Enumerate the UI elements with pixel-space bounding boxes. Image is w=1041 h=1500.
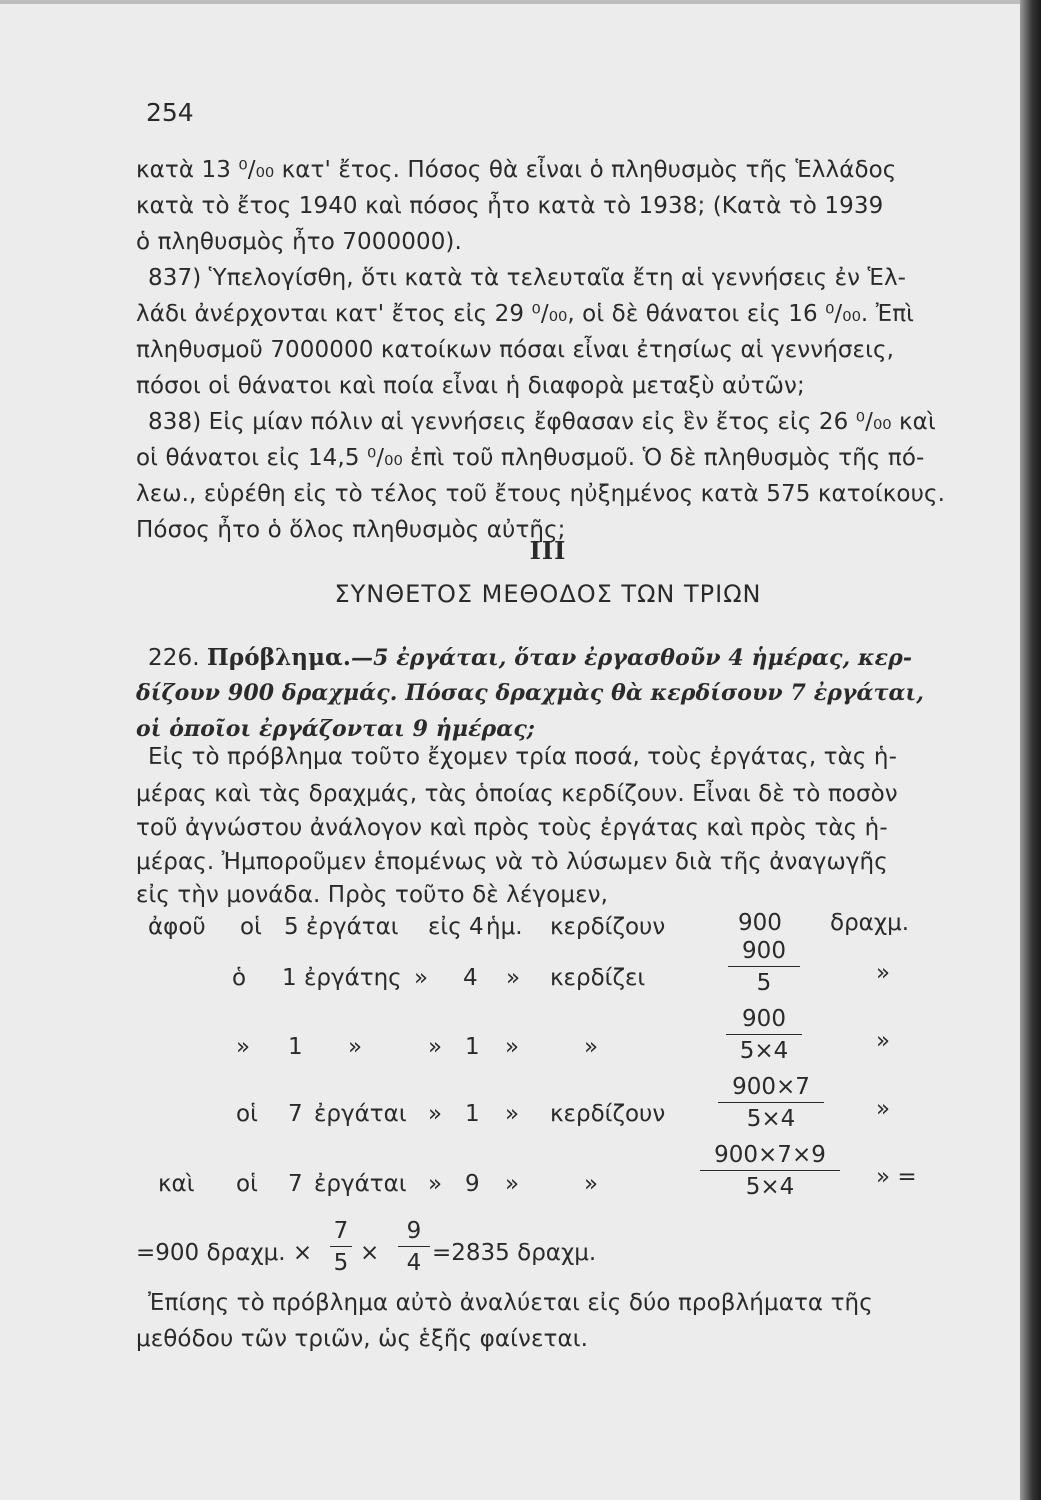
table-cell: »	[584, 1034, 599, 1060]
table-cell: »	[348, 1034, 363, 1060]
fraction-denominator: 5×4	[739, 1038, 789, 1064]
problem-line-1	[148, 644, 912, 671]
text-line: κατὰ τὸ ἔτος 1940 καὶ πόσος ἦτο κατὰ τὸ 1938; (Κατὰ τὸ 1939	[136, 193, 884, 219]
table-cell: οἱ	[236, 1101, 258, 1127]
fraction	[718, 1074, 824, 1132]
text-line: πληθυσμοῦ 7000000 κατοίκων πόσαι εἶναι ἐτησίως αἱ γεννήσεις,	[136, 337, 894, 363]
problem-label: Πρόβλημα.	[207, 644, 351, 671]
table-cell: »	[236, 1034, 251, 1060]
fraction-bar	[330, 1246, 352, 1247]
table-cell: »	[506, 965, 521, 991]
page-top-edge	[0, 0, 1041, 4]
text-line: 838) Εἰς μίαν πόλιν αἱ γεννήσεις ἔφθασαν εἰς ἓν ἔτος εἰς 26 ⁰/₀₀ καὶ	[148, 409, 936, 435]
table-cell: κερδίζουν	[550, 1101, 666, 1127]
table-cell: 7	[288, 1101, 303, 1127]
table-cell: ἐργάται	[314, 1101, 407, 1127]
fraction	[700, 1142, 840, 1200]
text-line: πόσοι οἱ θάνατοι καὶ ποία εἶναι ἡ διαφορὰ μεταξὺ αὐτῶν;	[136, 373, 805, 399]
page-right-edge	[1020, 0, 1041, 1500]
fraction-bar	[728, 966, 800, 967]
fraction-denominator: 5×4	[746, 1106, 796, 1132]
table-cell: »	[428, 1101, 443, 1127]
table-cell: ὁ	[232, 965, 247, 991]
text-line: λεω., εὑρέθη εἰς τὸ τέλος τοῦ ἔτους ηὐξημένος κατὰ 575 κατοίκους.	[136, 481, 945, 507]
fraction-numerator: 900×7	[732, 1074, 810, 1100]
table-cell: εἰς 4	[428, 914, 484, 940]
table-cell: » =	[876, 1164, 917, 1190]
fraction-numerator: 9	[406, 1218, 422, 1244]
text-line: μεθόδου τῶν τριῶν, ὡς ἑξῆς φαίνεται.	[136, 1326, 589, 1352]
table-cell: »	[505, 1171, 520, 1197]
text-line: Πόσος ἦτο ὁ ὅλος πληθυσμὸς αὐτῆς;	[136, 517, 566, 543]
table-cell: »	[428, 1034, 443, 1060]
fraction-numerator: 900×7×9	[714, 1142, 826, 1168]
fraction-numerator: 900	[742, 1006, 786, 1032]
table-cell: »	[414, 965, 429, 991]
fraction	[728, 938, 800, 996]
problem-number: 226.	[148, 645, 200, 671]
text-line: οἱ θάνατοι εἰς 14,5 ⁰/₀₀ ἐπὶ τοῦ πληθυσμοῦ. Ὁ δὲ πληθυσμὸς τῆς πό-	[136, 445, 925, 471]
table-cell: 5 ἐργάται	[284, 914, 399, 940]
table-cell: 1	[288, 1034, 303, 1060]
fraction	[726, 1006, 802, 1064]
table-cell: ἡμ.	[486, 914, 523, 940]
result-prefix: =900 δραχμ. ×	[136, 1240, 313, 1266]
times-sign: ×	[360, 1240, 380, 1266]
text-line: 837) Ὑπελογίσθη, ὅτι κατὰ τὰ τελευταῖα ἔτη αἱ γεννήσεις ἐν Ἑλ-	[148, 265, 907, 291]
table-cell: 7	[288, 1171, 303, 1197]
problem-line-2: δίζουν 900 δραχμάς. Πόσας δραχμὰς θὰ κερδίσουν 7 ἐργάται,	[136, 680, 925, 706]
text-line: Ἐπίσης τὸ πρόβλημα αὐτὸ ἀναλύεται εἰς δύο προβλήματα τῆς	[148, 1290, 873, 1316]
table-cell: δραχμ.	[830, 910, 910, 936]
fraction-bar	[398, 1246, 430, 1247]
table-cell: »	[584, 1171, 599, 1197]
fraction-numerator: 7	[333, 1218, 349, 1244]
table-cell: ἐργάται	[314, 1171, 407, 1197]
text-line: τοῦ ἀγνώστου ἀνάλογον καὶ πρὸς τοὺς ἐργάτας καὶ πρὸς τὰς ἡ-	[136, 815, 888, 841]
table-cell: κερδίζουν	[550, 914, 666, 940]
table-cell: 900	[738, 910, 782, 936]
table-cell: »	[876, 1096, 891, 1122]
table-cell: 1	[465, 1034, 480, 1060]
fraction-denominator: 4	[406, 1250, 422, 1276]
fraction-bar	[726, 1034, 802, 1035]
page-number: 254	[146, 98, 194, 127]
text-line: μέρας. Ἠμποροῦμεν ἑπομένως νὰ τὸ λύσωμεν διὰ τῆς ἀναγωγῆς	[136, 849, 888, 875]
table-cell: οἱ	[236, 1171, 258, 1197]
fraction-denominator: 5	[333, 1250, 349, 1276]
table-cell: καὶ	[158, 1171, 195, 1197]
table-cell: »	[428, 1171, 443, 1197]
fraction-bar	[718, 1102, 824, 1103]
problem-line-3: οἱ ὁποῖοι ἐργάζονται 9 ἡμέρας;	[136, 716, 536, 742]
table-cell: οἱ	[240, 914, 262, 940]
table-cell: κερδίζει	[550, 965, 646, 991]
problem-text: —5 ἐργάται, ὅταν ἐργασθοῦν 4 ἡμέρας, κερ-	[350, 645, 913, 671]
fraction-denominator: 5×4	[745, 1174, 795, 1200]
text-line: εἰς τὴν μονάδα. Πρὸς τοῦτο δὲ λέγομεν,	[136, 882, 608, 908]
fraction	[330, 1218, 352, 1276]
table-cell: 1 ἐργάτης	[282, 965, 402, 991]
section-numeral: III	[529, 536, 567, 565]
table-cell: 1	[465, 1101, 480, 1127]
fraction-denominator: 5	[756, 970, 772, 996]
text-line: ὁ πληθυσμὸς ἦτο 7000000).	[136, 229, 462, 255]
text-line: Εἰς τὸ πρόβλημα τοῦτο ἔχομεν τρία ποσά, τοὺς ἐργάτας, τὰς ἡ-	[148, 744, 897, 770]
section-title: ΣΥΝΘΕΤΟΣ ΜΕΘΟΔΟΣ ΤΩΝ ΤΡΙΩΝ	[334, 580, 762, 608]
text-line: μέρας καὶ τὰς δραχμάς, τὰς ὁποίας κερδίζουν. Εἶναι δὲ τὸ ποσὸν	[136, 781, 898, 807]
table-cell: »	[505, 1034, 520, 1060]
table-cell: »	[876, 960, 891, 986]
table-cell: »	[505, 1101, 520, 1127]
fraction-numerator: 900	[742, 938, 786, 964]
table-cell: 4	[463, 965, 478, 991]
fraction	[398, 1218, 430, 1276]
result-suffix: =2835 δραχμ.	[432, 1240, 597, 1266]
table-cell: 9	[465, 1171, 480, 1197]
table-cell: ἀφοῦ	[148, 914, 206, 940]
text-line: κατὰ 13 ⁰/₀₀ κατ' ἔτος. Πόσος θὰ εἶναι ὁ πληθυσμὸς τῆς Ἑλλάδος	[136, 157, 897, 183]
fraction-bar	[700, 1170, 840, 1171]
table-cell: »	[876, 1028, 891, 1054]
text-line: λάδι ἀνέρχονται κατ' ἔτος εἰς 29 ⁰/₀₀, οἱ δὲ θάνατοι εἰς 16 ⁰/₀₀. Ἐπὶ	[136, 301, 915, 327]
